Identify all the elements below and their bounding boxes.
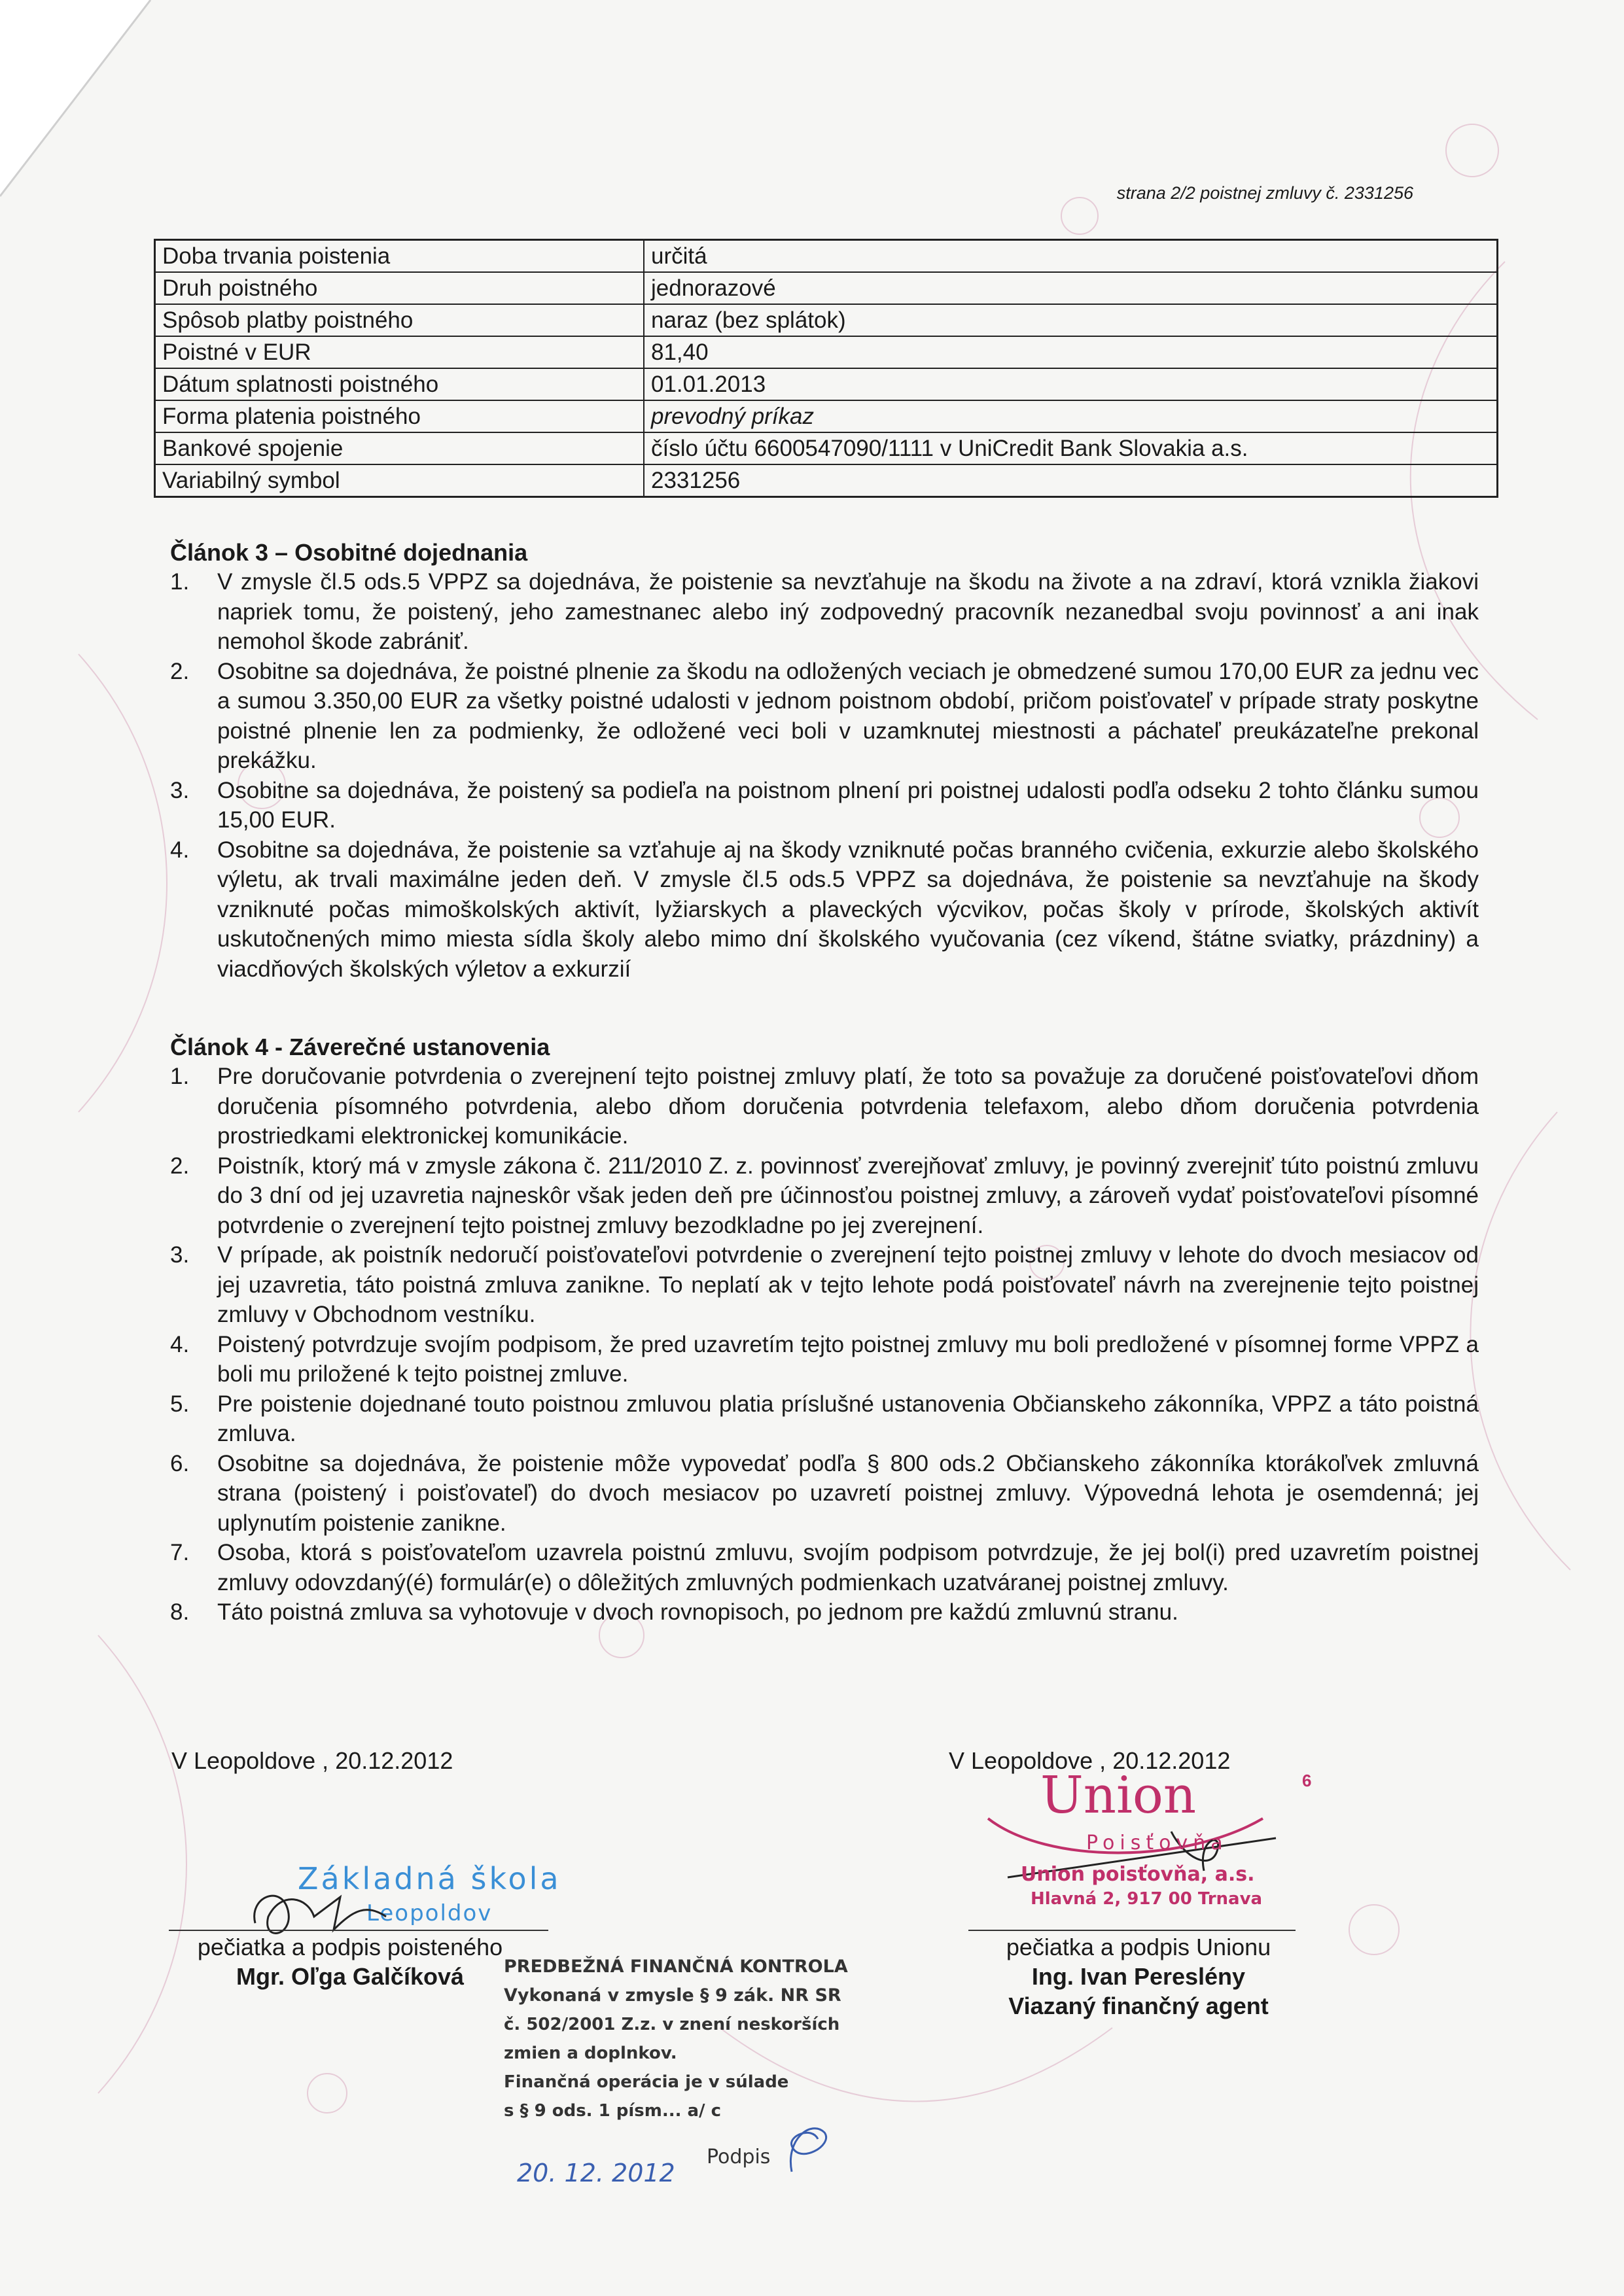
list-item — [170, 835, 1479, 984]
list-item — [170, 1389, 1479, 1449]
table-row — [155, 336, 1498, 368]
left-caption: pečiatka a podpis poisteného — [197, 1934, 503, 1960]
table-value: prevodný príkaz — [644, 400, 1498, 432]
article-3-title: Článok 3 – Osobitné dojednania — [170, 539, 528, 566]
left-name: Mgr. Oľga Galčíková — [236, 1963, 464, 1990]
table-row — [155, 464, 1498, 497]
left-signature-line — [169, 1930, 548, 1931]
list-item-number: 7. — [170, 1540, 190, 1565]
article-4 — [170, 1032, 1479, 1627]
list-item-text: Poistený potvrdzuje svojím podpisom, že pred uzavretím tejto poistnej zmluvy mu boli predložené v písomnej forme VPPZ a boli mu priložené k tejto poistnej zmluve. — [217, 1331, 1479, 1387]
control-stamp-line: č. 502/2001 Z.z. v znení neskorších — [504, 2015, 840, 2034]
list-item-number: 2. — [170, 1153, 190, 1179]
control-stamp-podpis: Podpis — [707, 2146, 771, 2168]
right-name: Ing. Ivan Pereslény — [1031, 1963, 1246, 1990]
list-item-number: 4. — [170, 1331, 190, 1357]
page-mark: 6 — [1302, 1771, 1312, 1790]
policy-info-table — [154, 239, 1498, 498]
list-item-text: Poistník, ktorý má v zmysle zákona č. 211/2010 Z. z. povinnosť zverejňovať zmluvy, je povinný zverejniť túto poistnú zmluvu do 3 dní od jej uzavretia najneskôr však jeden deň pre účinnosťou poistnej zmluvy, a zároveň vydať poisťovateľovi písomné potvrdenie o zverejnení tejto poistnej zmluvy bezodkladne po jej zverejnení. — [217, 1153, 1479, 1238]
table-label: Druh poistného — [155, 272, 644, 304]
union-stamp-sub: Poisťovňa — [1086, 1832, 1228, 1854]
table-label: Forma platenia poistného — [155, 400, 644, 432]
school-stamp-line2: Leopoldov — [366, 1900, 493, 1926]
table-value: číslo účtu 6600547090/1111 v UniCredit Bank Slovakia a.s. — [644, 432, 1498, 464]
table-row — [155, 272, 1498, 304]
table-label: Dátum splatnosti poistného — [155, 368, 644, 400]
list-item-text: Pre poistenie dojednané touto poistnou zmluvou platia príslušné ustanovenia Občianskeho zákonníka, VPPZ a táto poistná zmluva. — [217, 1391, 1479, 1446]
control-stamp-line: zmien a doplnkov. — [504, 2044, 677, 2063]
table-row — [155, 400, 1498, 432]
list-item-text: Pre doručovanie potvrdenia o zverejnení tejto poistnej zmluvy platí, že toto sa považuje za doručené poisťovateľovi dňom doručenia písomného potvrdenia, alebo dňom doručenia potvrdenia telefaxom, alebo dňom doručenia potvrdenia prostriedkami elektronickej komunikácie. — [217, 1064, 1479, 1149]
list-item — [170, 1062, 1479, 1151]
table-row — [155, 304, 1498, 336]
list-item — [170, 657, 1479, 776]
table-label: Variabilný symbol — [155, 464, 644, 497]
list-item-text: V zmysle čl.5 ods.5 VPPZ sa dojednáva, že poistenie sa nevzťahuje na škodu na živote a na zdraví, ktorá vznikla žiakovi napriek tomu, že poistený, jeho zamestnanec alebo iný zodpovedný pracovník nezanedbal svoju povinnosť a ani inak nemohol škode zabrániť. — [217, 569, 1479, 654]
list-item-text: Osobitne sa dojednáva, že poistné plnenie za škodu na odložených veciach je obmedzené sumou 170,00 EUR za jednu vec a sumou 3.350,00 EUR za všetky poistné udalosti v jednom poistnom období, pričom poisťovateľ v prípade straty poskytne poistné plnenie len za podmienky, že odložené veci boli v uzamknutej miestnosti a páchateľ preukázateľne prekonal prekážku. — [217, 658, 1479, 773]
left-place-date: V Leopoldove , 20.12.2012 — [171, 1747, 453, 1774]
table-label: Doba trvania poistenia — [155, 240, 644, 273]
financial-control-stamp — [504, 1953, 870, 2125]
union-stamp-name: Union poisťovňa, a.s. — [1021, 1863, 1255, 1886]
list-item — [170, 1449, 1479, 1539]
article-3-list — [170, 567, 1479, 984]
table-label: Spôsob platby poistného — [155, 304, 644, 336]
right-role: Viazaný finančný agent — [1008, 1992, 1269, 2019]
list-item-text: V prípade, ak poistník nedoručí poisťovateľovi potvrdenie o zverejnení tejto poistnej zmluvy v lehote do dvoch mesiacov od jej uzavretia, táto poistná zmluva zanikne. To neplatí ak v tejto lehote podá poisťovateľ návrh na zverejnenie tejto poistnej zmluvy v Obchodnom vestníku. — [217, 1242, 1479, 1327]
table-value: 01.01.2013 — [644, 368, 1498, 400]
table-row — [155, 368, 1498, 400]
school-stamp-line1: Základná škola — [298, 1861, 561, 1896]
list-item — [170, 776, 1479, 835]
table-label: Bankové spojenie — [155, 432, 644, 464]
list-item — [170, 567, 1479, 657]
table-value: 2331256 — [644, 464, 1498, 497]
list-item — [170, 1597, 1479, 1627]
list-item-text: Osobitne sa dojednáva, že poistenie môže vypovedať podľa § 800 ods.2 Občianskeho zákonníka ktorákoľvek zmluvná strana (poistený i poisťovateľ) do dvoch mesiacov po uzavretí poistnej zmluvy. Výpovedná lehota je osemdenná; jej uplynutím poistenie zanikne. — [217, 1450, 1479, 1536]
list-item-text: Osobitne sa dojednáva, že poistený sa podieľa na poistnom plnení pri poistnej udalosti podľa odseku 2 tohto článku sumou 15,00 EUR. — [217, 777, 1479, 833]
control-stamp-line: Vykonaná v zmysle § 9 zák. NR SR — [504, 1985, 841, 2006]
list-item-number: 6. — [170, 1450, 190, 1476]
list-item-number: 1. — [170, 1064, 190, 1089]
list-item-number: 3. — [170, 1242, 190, 1268]
control-stamp-line: PREDBEŽNÁ FINANČNÁ KONTROLA — [504, 1957, 848, 1977]
right-caption: pečiatka a podpis Unionu — [1006, 1934, 1271, 1960]
article-3 — [170, 538, 1479, 984]
list-item — [170, 1538, 1479, 1597]
list-item-text: Táto poistná zmluva sa vyhotovuje v dvoch rovnopisoch, po jednom pre každú zmluvnú stranu. — [217, 1599, 1178, 1625]
list-item-number: 2. — [170, 658, 190, 684]
page-header: strana 2/2 poistnej zmluvy č. 2331256 — [1116, 183, 1413, 203]
list-item-text: Osoba, ktorá s poisťovateľom uzavrela poistnú zmluvu, svojím podpisom potvrdzuje, že jej bol(i) pred uzavretím poistnej zmluvy odovzdaný(é) formulár(e) o dôležitých zmluvných podmienkach uzatváranej poistnej zmluvy. — [217, 1540, 1479, 1595]
list-item-number: 8. — [170, 1599, 190, 1625]
control-stamp-line: Finančná operácia je v súlade — [504, 2072, 789, 2092]
table-row — [155, 240, 1498, 273]
list-item — [170, 1151, 1479, 1241]
union-stamp-logo: Union — [1040, 1766, 1197, 1825]
list-item-number: 1. — [170, 569, 190, 595]
control-stamp-date: 20. 12. 2012 — [517, 2159, 675, 2187]
list-item-text: Osobitne sa dojednáva, že poistenie sa vzťahuje aj na škody vzniknuté počas branného cvičenia, exkurzie alebo školského výletu, ak trvali maximálne jeden deň. V zmysle čl.5 ods.5 VPPZ sa dojednáva, že poistenie sa nevzťahuje na škody vzniknuté počas mimoškolských aktivít, lyžiarskych a plaveckých výcvikov, počas školy v prírode, školských aktivít uskutočnených mimo miesta sídla školy alebo mimo dní školského vyučovania (cez víkend, štátne sviatky, prázdniny) a viacdňových školských výletov a exkurzií — [217, 837, 1479, 982]
article-4-list — [170, 1062, 1479, 1627]
control-signature — [772, 2113, 838, 2185]
list-item-number: 5. — [170, 1391, 190, 1417]
table-label: Poistné v EUR — [155, 336, 644, 368]
table-value: naraz (bez splátok) — [644, 304, 1498, 336]
table-row — [155, 432, 1498, 464]
list-item-number: 4. — [170, 837, 190, 863]
article-4-title: Článok 4 - Záverečné ustanovenia — [170, 1034, 550, 1060]
table-value: jednorazové — [644, 272, 1498, 304]
list-item — [170, 1240, 1479, 1330]
table-value: 81,40 — [644, 336, 1498, 368]
table-value: určitá — [644, 240, 1498, 273]
right-place-date: V Leopoldove , 20.12.2012 — [949, 1747, 1231, 1774]
union-stamp-address: Hlavná 2, 917 00 Trnava — [1031, 1889, 1263, 1909]
right-signature-line — [968, 1930, 1296, 1931]
list-item — [170, 1330, 1479, 1389]
control-stamp-line: s § 9 ods. 1 písm... a/ c — [504, 2101, 722, 2121]
list-item-number: 3. — [170, 777, 190, 803]
